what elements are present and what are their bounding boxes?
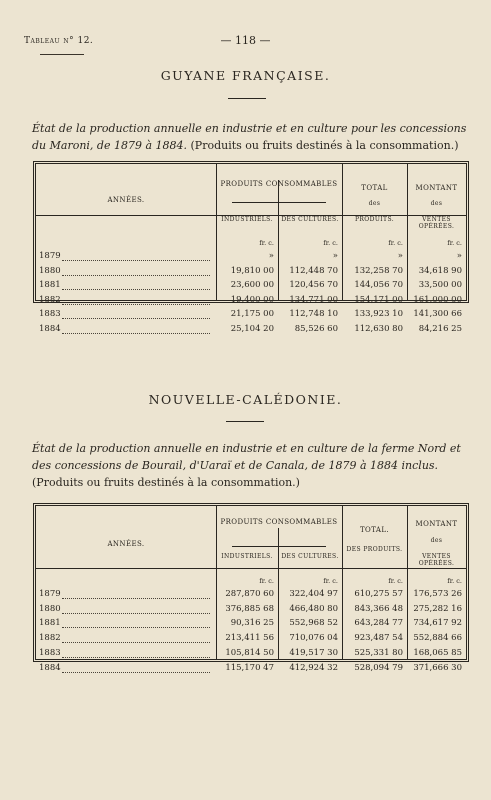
- header-total-produits: DES PRODUITS.: [346, 546, 403, 553]
- header-montant-ventes: VENTES OPÉRÉES.: [418, 553, 455, 567]
- header-produits: PRODUITS CONSOMMABLES: [220, 518, 338, 526]
- cell-cul: 112,448 70: [289, 265, 338, 276]
- cell-mont: 168,065 85: [413, 647, 462, 658]
- cell-mont: 161,000 00: [413, 294, 462, 305]
- row-year: 1880: [39, 265, 61, 276]
- row-year: 1884: [39, 324, 61, 334]
- unit-label: fr. c.: [259, 577, 274, 585]
- header-produits: PRODUITS CONSOMMABLES: [220, 180, 338, 188]
- header-total-des: des: [368, 200, 381, 207]
- cell-ind: 19,400 00: [230, 294, 274, 305]
- cell-tot: 154,171 00: [354, 294, 403, 305]
- intro-guyane-roman: (Produits ou fruits destinés à la consommation.): [190, 139, 459, 152]
- leader-dots: [62, 626, 210, 628]
- row-year: 1880: [39, 603, 61, 614]
- leader-dots: [62, 641, 210, 643]
- cell-ind: 213,411 56: [225, 633, 274, 644]
- row-year: 1879: [39, 251, 61, 261]
- header-montant-ventes: VENTES OPÉRÉES.: [418, 216, 455, 230]
- cell-ind: 115,170 47: [225, 662, 274, 673]
- leader-dots: [62, 671, 210, 673]
- cell-mont: 34,618 90: [418, 265, 462, 276]
- leader-dots: [62, 332, 210, 334]
- cell-tot: 643,284 77: [354, 618, 403, 629]
- cell-ind: 90,316 25: [230, 618, 274, 629]
- cell-ind: 19,810 00: [230, 265, 274, 276]
- cell-mont: 734,617 92: [413, 618, 462, 629]
- page-number: — 118 —: [220, 34, 271, 47]
- cell-tot: 525,331 80: [354, 647, 403, 658]
- row-year: 1881: [39, 280, 61, 291]
- table-number: Tableau n° 12.: [24, 36, 94, 46]
- intro-caledonie: [32, 440, 472, 491]
- cell-tot: »: [397, 251, 403, 261]
- cell-ind: 21,175 00: [230, 309, 274, 320]
- leader-dots: [62, 597, 210, 599]
- cell-mont: 141,300 66: [413, 309, 462, 320]
- row-year: 1884: [39, 662, 61, 673]
- leader-dots: [62, 288, 210, 290]
- header-montant-des: des: [430, 200, 443, 207]
- cell-tot: 843,366 48: [354, 603, 403, 614]
- header-total-produits: PRODUITS.: [354, 216, 395, 223]
- header-montant: MONTANT: [415, 184, 458, 192]
- title-rule-caledonie: [226, 421, 264, 422]
- header-industriels: INDUSTRIELS.: [221, 216, 273, 223]
- cell-mont: »: [456, 251, 462, 261]
- cell-mont: 275,282 16: [413, 603, 462, 614]
- cell-ind: 25,104 20: [230, 324, 274, 334]
- cell-tot: 133,923 10: [354, 309, 403, 320]
- unit-label: fr. c.: [259, 239, 274, 247]
- intro-caledonie-roman: (Produits ou fruits destinés à la consommation.): [32, 476, 300, 489]
- row-year: 1882: [39, 294, 61, 305]
- unit-label: fr. c.: [447, 239, 462, 247]
- cell-ind: 376,885 68: [225, 603, 274, 614]
- table-caledonie: [35, 505, 467, 673]
- row-year: 1883: [39, 647, 61, 658]
- row-year: 1882: [39, 633, 61, 644]
- cell-mont: 371,666 30: [413, 662, 462, 673]
- title-rule-guyane: [228, 98, 266, 99]
- row-year: 1879: [39, 589, 61, 599]
- intro-guyane: [32, 120, 472, 154]
- header-annees: ANNÉES.: [107, 196, 145, 204]
- unit-label: fr. c.: [447, 577, 462, 585]
- header-flourish: [40, 54, 84, 55]
- header-montant: MONTANT: [415, 520, 458, 528]
- cell-cul: 466,480 80: [289, 603, 338, 614]
- cell-cul: »: [332, 251, 338, 261]
- cell-cul: 112,748 10: [289, 309, 338, 320]
- cell-mont: 552,884 66: [413, 633, 462, 644]
- cell-cul: 322,404 97: [289, 589, 338, 599]
- leader-dots: [62, 612, 210, 614]
- unit-label: fr. c.: [323, 239, 338, 247]
- section-title-caledonie: NOUVELLE-CALÉDONIE.: [148, 392, 343, 407]
- cell-cul: 120,456 70: [289, 280, 338, 291]
- cell-ind: 105,814 50: [225, 647, 274, 658]
- header-cultures: DES CULTURES.: [281, 553, 339, 560]
- header-industriels: INDUSTRIELS.: [221, 553, 273, 560]
- cell-mont: 33,500 00: [418, 280, 462, 291]
- section-title-guyane: GUYANE FRANÇAISE.: [160, 68, 331, 83]
- cell-tot: 923,487 54: [354, 633, 403, 644]
- header-total: TOTAL: [361, 184, 388, 192]
- cell-tot: 112,630 80: [354, 324, 403, 334]
- leader-dots: [62, 317, 210, 319]
- cell-cul: 412,924 32: [289, 662, 338, 673]
- cell-tot: 144,056 70: [354, 280, 403, 291]
- leader-dots: [62, 274, 210, 276]
- intro-caledonie-italic: État de la production annuelle en industrie et en culture de la ferme Nord et des concessions de Bourail, d'Uaraï et de Canala, de 1879 à 1884 inclus.: [32, 442, 461, 472]
- cell-tot: 132,258 70: [354, 265, 403, 276]
- header-annees: ANNÉES.: [107, 540, 145, 548]
- leader-dots: [62, 259, 210, 261]
- row-year: 1883: [39, 309, 61, 320]
- cell-cul: 134,771 00: [289, 294, 338, 305]
- cell-ind: 287,870 60: [225, 589, 274, 599]
- cell-cul: 419,517 30: [289, 647, 338, 658]
- table-guyane: [35, 163, 467, 334]
- leader-dots: [62, 656, 210, 658]
- header-cultures: DES CULTURES.: [281, 216, 339, 223]
- cell-mont: 84,216 25: [418, 324, 462, 334]
- cell-cul: 85,526 60: [294, 324, 338, 334]
- cell-tot: 610,275 57: [354, 589, 403, 599]
- intro-guyane-italic: État de la production annuelle en industrie et en culture pour les concessions du Maroni, de 1879 à 1884.: [32, 122, 467, 152]
- header-montant-des: des: [430, 537, 443, 544]
- cell-ind: 23,600 00: [230, 280, 274, 291]
- cell-cul: 552,968 52: [289, 618, 338, 629]
- unit-label: fr. c.: [388, 577, 403, 585]
- unit-label: fr. c.: [323, 577, 338, 585]
- unit-label: fr. c.: [388, 239, 403, 247]
- cell-mont: 176,573 26: [413, 589, 462, 599]
- leader-dots: [62, 303, 210, 305]
- row-year: 1881: [39, 618, 61, 629]
- cell-cul: 710,076 04: [289, 633, 338, 644]
- cell-ind: »: [268, 251, 274, 261]
- header-total: TOTAL.: [359, 526, 390, 534]
- cell-tot: 528,094 79: [354, 662, 403, 673]
